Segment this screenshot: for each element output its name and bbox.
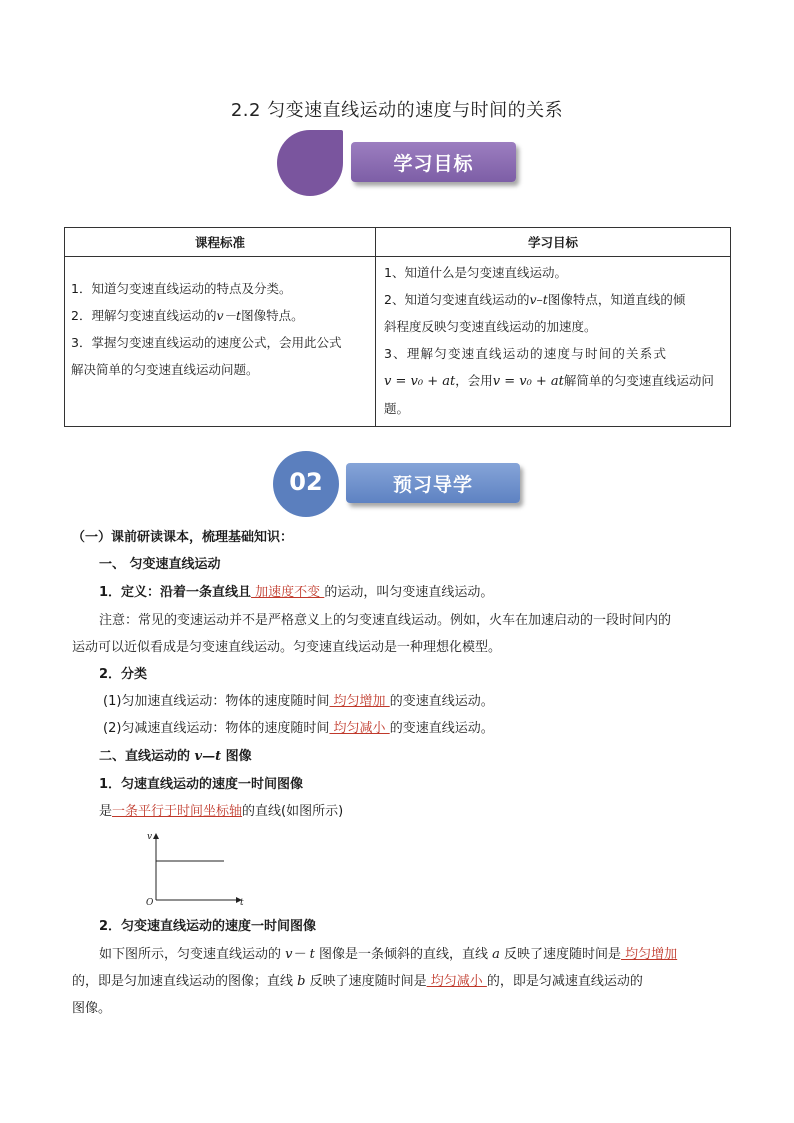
axis-label-v: v [147,832,153,842]
subsection-1: 一、 匀变速直线运动 [99,557,221,572]
learning-goal-cell [376,257,731,427]
standard-item-1: 1．知道匀变速直线运动的特点及分类。 [71,281,292,296]
goal-item-2: 2、知道匀变速直线运动的v–t图像特点，知道直线的倾 [384,292,686,307]
banner-preview-guide [272,450,524,518]
answer-blank: 一条平行于时间坐标轴 [112,804,243,819]
velocity-time-graph [143,828,263,908]
standard-item-2: 2．理解匀变速直线运动的v－t图像特点。 [71,308,304,323]
banner-number: 02 [289,468,323,496]
subsection-2: 二、直线运动的 v—t 图像 [99,749,252,764]
banner-label: 预习导学 [346,463,520,503]
variable-graph-heading: 2．匀变速直线运动的速度一时间图像 [99,919,317,934]
course-standard-cell [65,257,376,427]
answer-blank: 均匀减小 [329,721,390,736]
goal-item-3: 3、理解匀变速直线运动的速度与时间的关系式 [384,346,668,361]
answer-blank: 均匀增加 [329,694,390,709]
answer-blank: 均匀减小 [426,974,487,989]
classification-1: (1)匀加速直线运动：物体的速度随时间 均匀增加 的变速直线运动。 [103,694,494,709]
page-title: 2.2 匀变速直线运动的速度与时间的关系 [230,100,564,121]
formula: v = v₀ + at [492,374,564,389]
formula: v = v₀ + at [384,374,456,389]
classification-2: (2)匀减速直线运动：物体的速度随时间 均匀减小 的变速直线运动。 [103,721,494,736]
table-row [65,257,731,427]
uniform-graph-heading: 1．匀速直线运动的速度一时间图像 [99,777,304,792]
variable-graph-para-1: 如下图所示，匀变速直线运动的 v－ t 图像是一条倾斜的直线，直线 a 反映了速度随时间是 均匀增加 [99,947,678,962]
axis-label-t: t [240,898,244,908]
goal-item-3-formula: v = v₀ + at，会用v = v₀ + at解简单的匀变速直线运动问 [384,373,714,389]
note-line-2: 运动可以近似看成是匀变速直线运动。匀变速直线运动是一种理想化模型。 [72,640,502,655]
variable-graph-para-2: 的，即是匀加速直线运动的图像；直线 b 反映了速度随时间是 均匀减小 的，即是匀减速直线运动的 [72,974,643,989]
banner-learning-goals [275,128,520,198]
header-course-standard: 课程标准 [65,228,376,257]
answer-blank: 加速度不变 [251,585,325,600]
goal-item-1: 1、知道什么是匀变速直线运动。 [384,265,567,280]
banner-circle-icon [275,128,345,198]
origin-label: O [146,898,154,908]
banner-label: 学习目标 [351,142,516,182]
definition: 1．定义：沿着一条直线且 加速度不变 的运动，叫匀变速直线运动。 [99,585,494,600]
standard-item-3-cont: 解决简单的匀变速直线运动问题。 [71,362,259,377]
note-line-1: 注意：常见的变速运动并不是严格意义上的匀变速直线运动。例如，火车在加速启动的一段时间内的 [99,613,672,628]
goal-item-3-end: 题。 [384,401,410,416]
goals-table [64,227,731,427]
table-header-row [65,228,731,257]
answer-blank: 均匀增加 [621,947,678,962]
variable-graph-para-3: 图像。 [72,1001,112,1016]
header-learning-goal: 学习目标 [376,228,731,257]
goal-item-2-cont: 斜程度反映匀变速直线运动的加速度。 [384,319,597,334]
section-heading: （一）课前研读课本，梳理基础知识： [72,530,294,545]
standard-item-3: 3．掌握匀变速直线运动的速度公式，会用此公式 [71,335,342,350]
classification-heading: 2．分类 [99,667,148,682]
uniform-graph-desc: 是一条平行于时间坐标轴的直线(如图所示) [99,804,344,819]
